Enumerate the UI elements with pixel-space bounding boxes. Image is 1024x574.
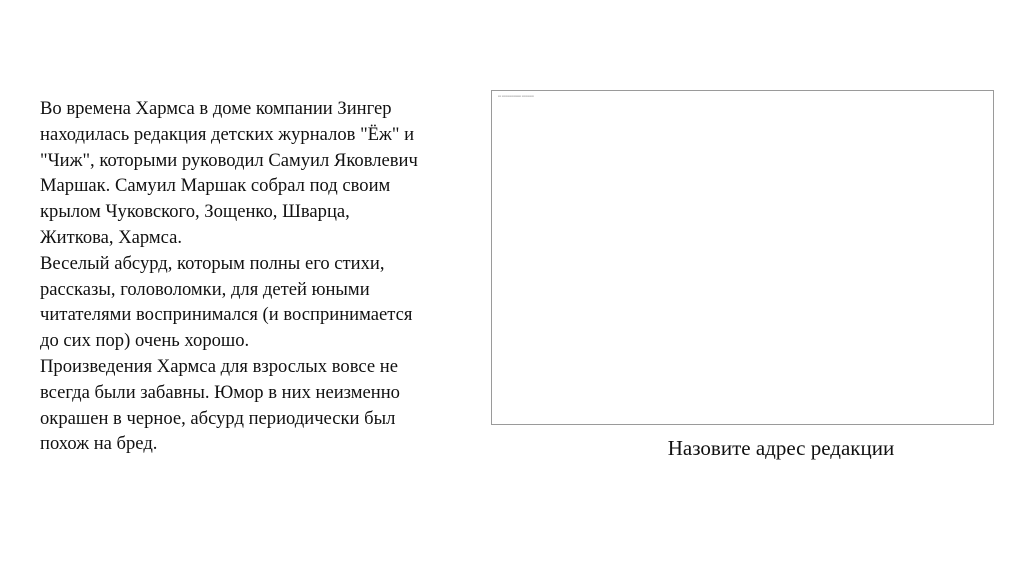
paragraph-2: Веселый абсурд, которым полны его стихи, рассказы, головоломки, для детей юными читателями воспринимался (и воспринимается до сих пор) очень хорошо. — [40, 252, 413, 352]
paragraph-1: Во времена Хармса в доме компании Зингер находилась редакция детских журналов "Ёж" и "Чиж", которыми руководил Самуил Яковлевич Маршак. Самуил Маршак собрал под своим крылом Чуковского, Зощенко, Шварца, Житкова, Хармса. — [40, 98, 418, 248]
body-text — [40, 96, 490, 457]
image-placeholder — [491, 90, 994, 425]
paragraph-3: Произведения Хармса для взрослых вовсе не всегда были забавны. Юмор в них неизменно окрашен в черное, абсурд периодически был похож на бред. — [40, 355, 400, 455]
image-tiny-label: ▪▪▪ ▪▪▪▪▪▪▪▪▪▪▪▪▪▪▪▪▪▪ ▪▪▪▪▪▪▪▪▪▪▪ — [498, 94, 534, 98]
question-caption: Назовите адрес редакции — [667, 436, 895, 460]
